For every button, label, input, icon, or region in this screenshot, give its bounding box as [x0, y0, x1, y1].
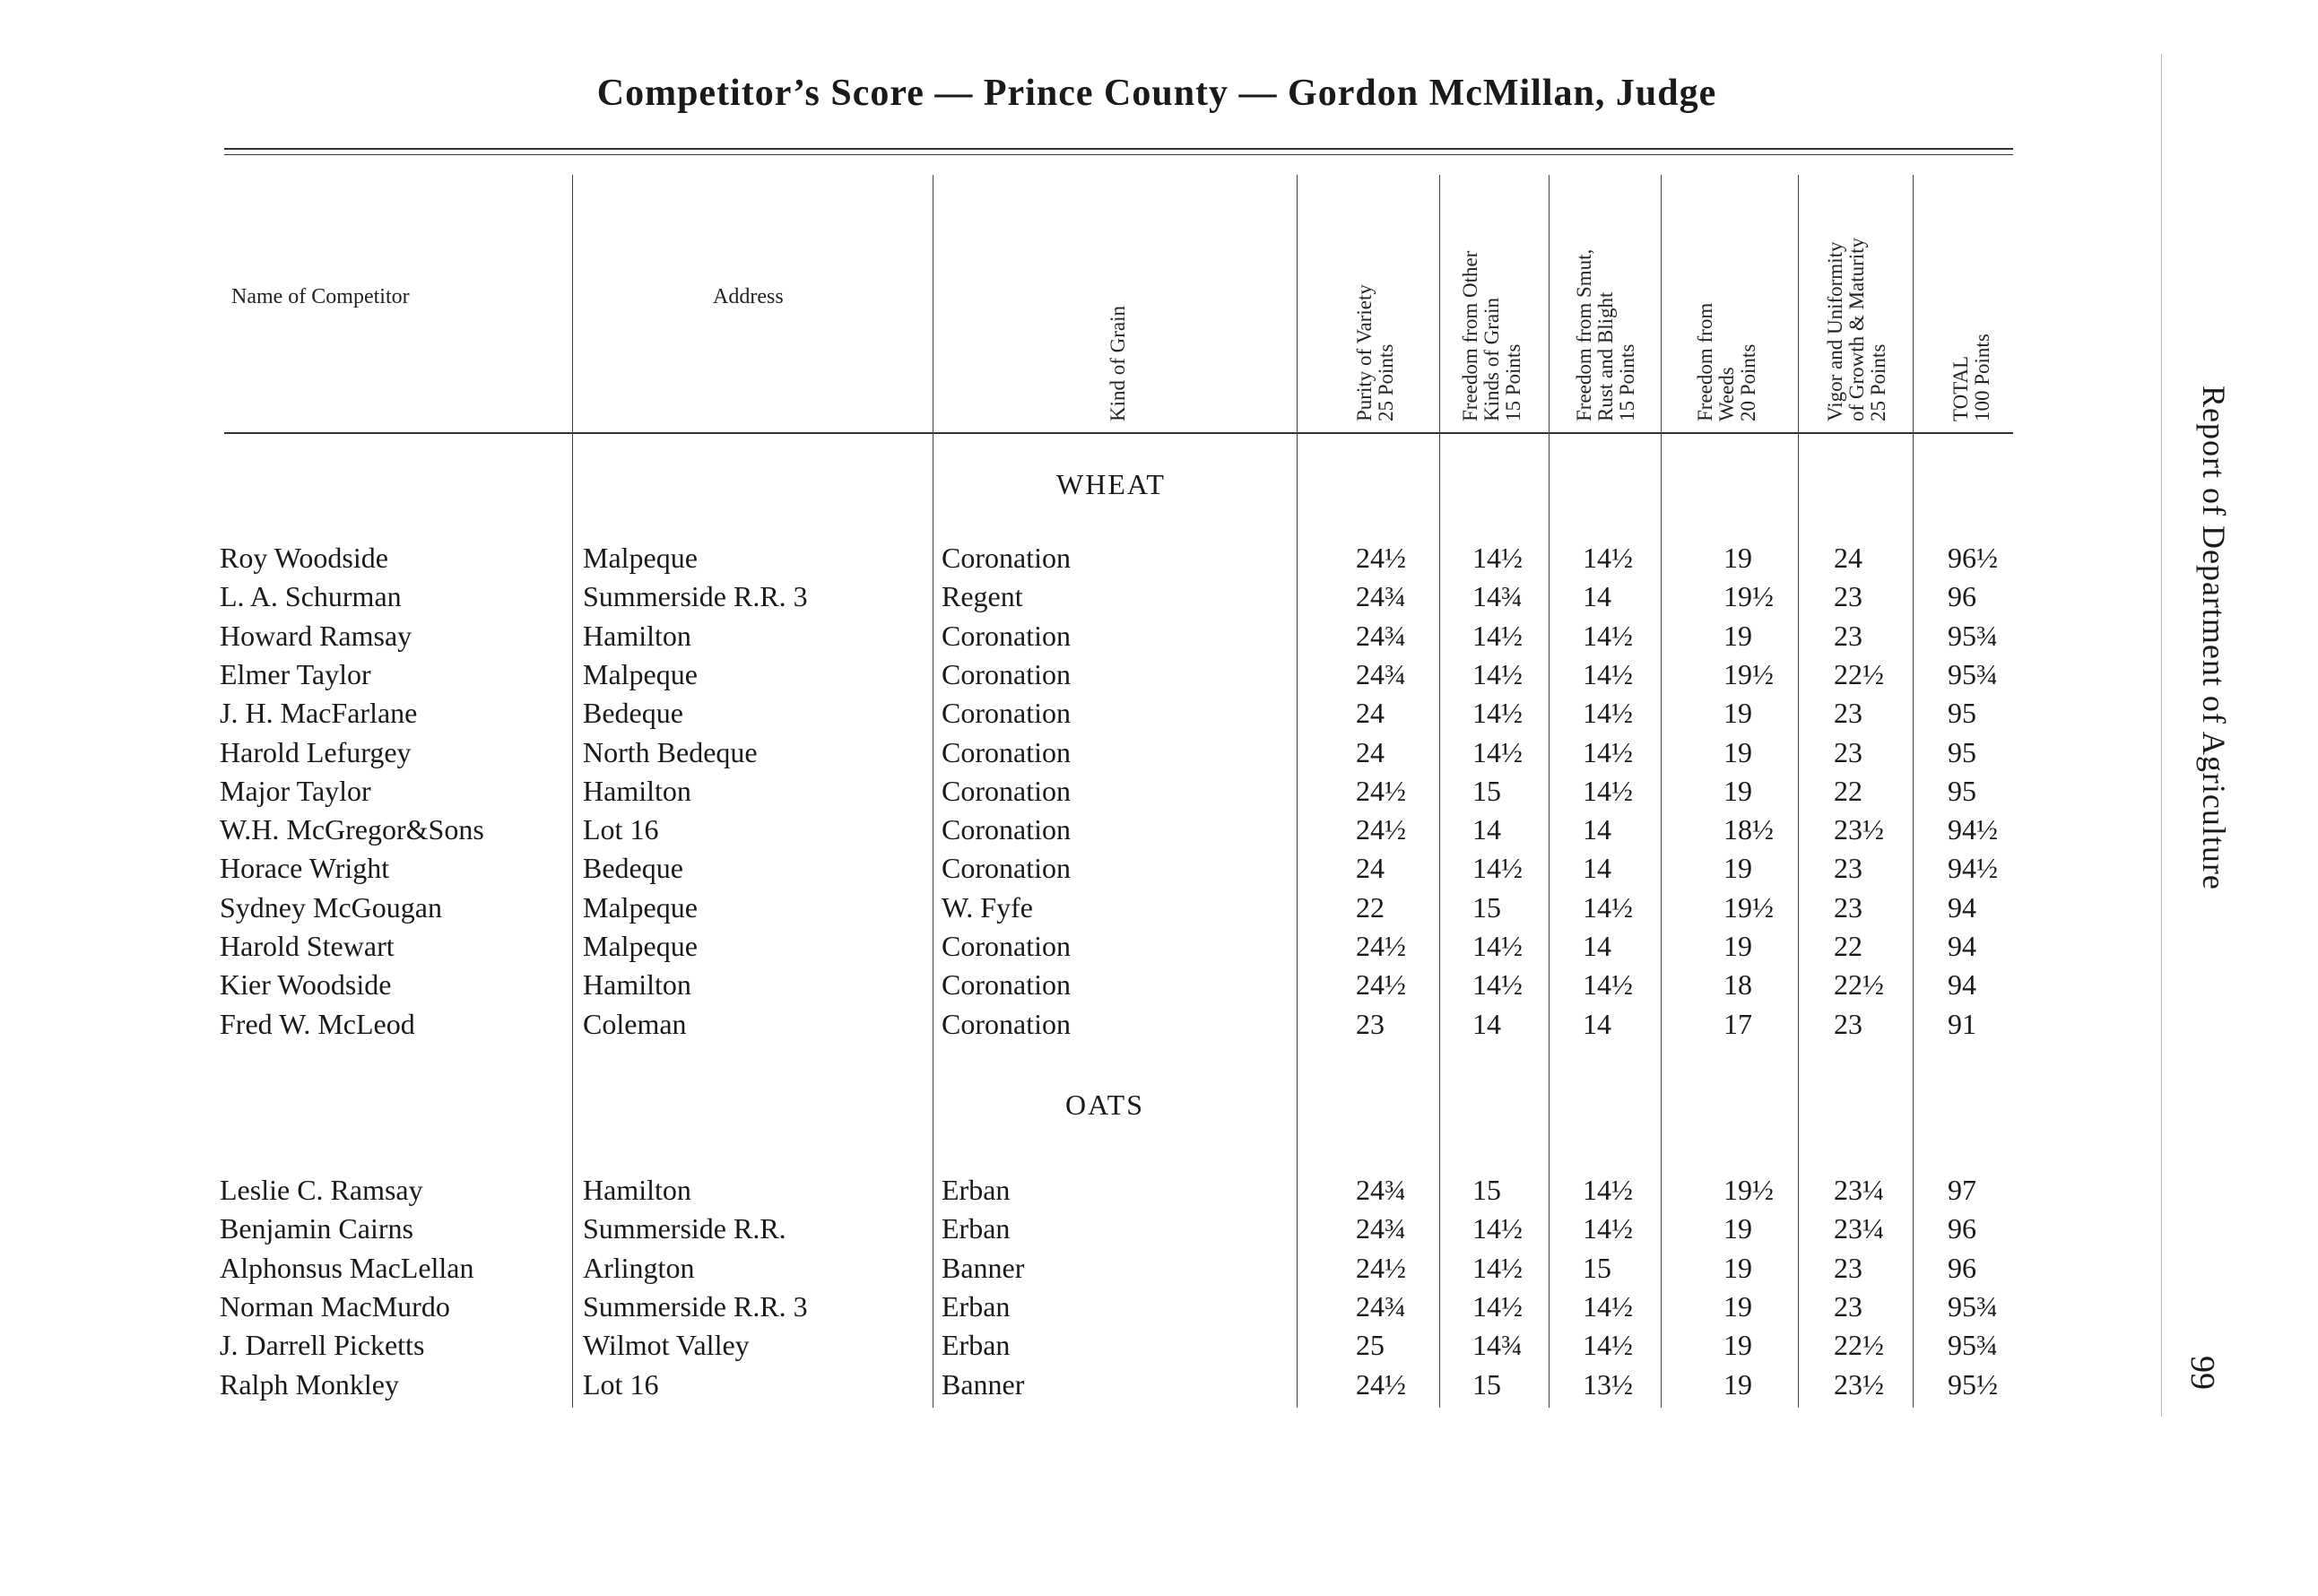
header-freedom-smut-line2: Rust and Blight: [1594, 291, 1617, 421]
header-kind-line: Kind of Grain: [1107, 305, 1129, 421]
table-row: [0, 1170, 2318, 1210]
header-freedom-weeds: [1695, 152, 1759, 421]
cell-grain: Erban: [942, 1329, 1011, 1362]
cell-total: 95¾: [1948, 619, 1998, 652]
cell-weeds: 18½: [1723, 813, 1774, 846]
header-total: [1950, 152, 1993, 421]
cell-smut: 14½: [1583, 968, 1633, 1002]
cell-smut: 14½: [1583, 1174, 1633, 1206]
cell-name: Ralph Monkley: [220, 1367, 399, 1401]
cell-grain: Erban: [942, 1174, 1011, 1206]
cell-smut: 14½: [1583, 657, 1633, 690]
table-row: [0, 1325, 2318, 1365]
table-row: [0, 1004, 2318, 1044]
cell-other: 14½: [1472, 1289, 1523, 1323]
cell-purity: 24½: [1356, 930, 1406, 962]
table-row: [0, 965, 2318, 1004]
cell-weeds: 19: [1723, 697, 1752, 730]
table-row: [0, 888, 2318, 927]
cell-address: Coleman: [583, 1007, 687, 1040]
cell-purity: 22: [1356, 890, 1385, 924]
cell-weeds: 17: [1723, 1007, 1752, 1040]
cell-total: 96: [1948, 580, 1976, 613]
cell-address: Hamilton: [583, 619, 691, 652]
cell-name: Elmer Taylor: [220, 657, 371, 690]
cell-grain: Coronation: [942, 852, 1071, 885]
cell-grain: Banner: [942, 1251, 1025, 1284]
cell-name: Roy Woodside: [220, 542, 388, 574]
cell-smut: 13½: [1583, 1367, 1633, 1401]
header-freedom-weeds-line1: Freedom from: [1694, 302, 1716, 421]
cell-total: 95: [1948, 735, 1976, 768]
header-freedom-weeds-line3: 20 Points: [1737, 343, 1759, 421]
table-row: [0, 577, 2318, 616]
cell-other: 15: [1472, 774, 1501, 807]
cell-weeds: 19: [1723, 774, 1752, 807]
cell-address: Malpeque: [583, 542, 698, 574]
cell-vigor: 23½: [1834, 813, 1884, 846]
cell-smut: 14½: [1583, 697, 1633, 730]
cell-grain: Coronation: [942, 735, 1071, 768]
cell-vigor: 23: [1834, 619, 1862, 652]
cell-other: 15: [1472, 890, 1501, 924]
cell-address: Summerside R.R.: [583, 1212, 786, 1245]
cell-smut: 14: [1583, 930, 1611, 962]
cell-total: 96: [1948, 1212, 1976, 1245]
cell-smut: 14½: [1583, 1289, 1633, 1323]
cell-grain: Regent: [942, 580, 1023, 613]
cell-grain: Coronation: [942, 542, 1071, 574]
cell-name: J. Darrell Picketts: [220, 1329, 425, 1362]
cell-smut: 14: [1583, 1007, 1611, 1040]
cell-weeds: 19: [1723, 542, 1752, 574]
cell-purity: 23: [1356, 1007, 1385, 1040]
cell-weeds: 19: [1723, 1329, 1752, 1362]
header-vigor-line3: 25 Points: [1867, 343, 1889, 421]
side-running-title: Report of Department of Agriculture: [2196, 386, 2232, 890]
cell-other: 15: [1472, 1174, 1501, 1206]
cell-purity: 24¾: [1356, 619, 1406, 652]
cell-total: 94: [1948, 890, 1976, 924]
cell-weeds: 19: [1723, 735, 1752, 768]
cell-purity: 24¾: [1356, 1174, 1406, 1206]
cell-address: Hamilton: [583, 774, 691, 807]
header-name: Name of Competitor: [231, 285, 410, 308]
cell-vigor: 22½: [1834, 1329, 1884, 1362]
cell-name: Leslie C. Ramsay: [220, 1174, 423, 1206]
cell-other: 14½: [1472, 619, 1523, 652]
cell-other: 14½: [1472, 1251, 1523, 1284]
cell-address: Hamilton: [583, 968, 691, 1002]
cell-purity: 24: [1356, 735, 1385, 768]
cell-purity: 24½: [1356, 1251, 1406, 1284]
cell-smut: 14: [1583, 580, 1611, 613]
cell-address: North Bedeque: [583, 735, 758, 768]
cell-address: Lot 16: [583, 1367, 659, 1401]
margin-rule: [2161, 54, 2162, 1417]
cell-name: Sydney McGougan: [220, 890, 442, 924]
header-purity-line1: Purity of Variety: [1353, 284, 1376, 421]
cell-weeds: 19½: [1723, 1174, 1774, 1206]
header-address: Address: [713, 285, 784, 308]
cell-other: 14: [1472, 1007, 1501, 1040]
table-row: [0, 693, 2318, 733]
cell-name: Major Taylor: [220, 774, 371, 807]
cell-smut: 14½: [1583, 735, 1633, 768]
cell-grain: Coronation: [942, 930, 1071, 962]
header-rule-top: [224, 148, 2013, 150]
cell-weeds: 19½: [1723, 890, 1774, 924]
cell-address: Arlington: [583, 1251, 695, 1284]
cell-vigor: 23: [1834, 1251, 1862, 1284]
cell-grain: Coronation: [942, 697, 1071, 730]
cell-grain: Coronation: [942, 657, 1071, 690]
cell-name: Howard Ramsay: [220, 619, 412, 652]
cell-total: 95¾: [1948, 1329, 1998, 1362]
header-freedom-weeds-line2: Weeds: [1715, 367, 1738, 421]
cell-smut: 14½: [1583, 1329, 1633, 1362]
cell-vigor: 22: [1834, 930, 1862, 962]
cell-other: 14¾: [1472, 580, 1523, 613]
table-row: [0, 616, 2318, 655]
cell-grain: Coronation: [942, 968, 1071, 1002]
cell-total: 91: [1948, 1007, 1976, 1040]
header-vigor: [1825, 152, 1889, 421]
cell-other: 14½: [1472, 735, 1523, 768]
cell-vigor: 23: [1834, 1007, 1862, 1040]
table-row: [0, 1248, 2318, 1288]
header-purity-line2: 25 Points: [1375, 343, 1397, 421]
cell-total: 95¾: [1948, 1289, 1998, 1323]
cell-vigor: 24: [1834, 542, 1862, 574]
header-freedom-smut-line1: Freedom from Smut,: [1573, 248, 1595, 421]
page-number: 99: [2183, 1356, 2221, 1390]
cell-vigor: 23: [1834, 735, 1862, 768]
cell-smut: 14½: [1583, 890, 1633, 924]
cell-address: Bedeque: [583, 852, 683, 885]
cell-other: 14¾: [1472, 1329, 1523, 1362]
cell-grain: Coronation: [942, 1007, 1071, 1040]
header-vigor-line1: Vigor and Uniformity: [1824, 241, 1846, 421]
cell-name: Fred W. McLeod: [220, 1007, 415, 1040]
table-row: [0, 771, 2318, 811]
cell-total: 94: [1948, 930, 1976, 962]
cell-address: Malpeque: [583, 657, 698, 690]
cell-purity: 24½: [1356, 542, 1406, 574]
section-label-oats: OATS: [1065, 1089, 1145, 1121]
cell-other: 14½: [1472, 657, 1523, 690]
cell-grain: Erban: [942, 1212, 1011, 1245]
cell-name: W.H. McGregor&Sons: [220, 813, 484, 846]
cell-vigor: 23¼: [1834, 1174, 1884, 1206]
cell-name: Harold Lefurgey: [220, 735, 412, 768]
table-row: [0, 538, 2318, 577]
cell-smut: 14½: [1583, 542, 1633, 574]
header-freedom-other-line2: Kinds of Grain: [1480, 298, 1503, 421]
cell-grain: W. Fyfe: [942, 890, 1033, 924]
cell-address: Malpeque: [583, 930, 698, 962]
header-freedom-smut-line3: 15 Points: [1616, 343, 1638, 421]
cell-purity: 24¾: [1356, 1289, 1406, 1323]
cell-name: Alphonsus MacLellan: [220, 1251, 474, 1284]
section-label-wheat: WHEAT: [1056, 468, 1166, 500]
cell-address: Wilmot Valley: [583, 1329, 750, 1362]
header-freedom-other-line1: Freedom from Other: [1459, 250, 1481, 421]
cell-purity: 24¾: [1356, 657, 1406, 690]
cell-purity: 24¾: [1356, 1212, 1406, 1245]
cell-other: 14: [1472, 813, 1501, 846]
table-row: [0, 655, 2318, 694]
cell-grain: Coronation: [942, 774, 1071, 807]
cell-grain: Banner: [942, 1367, 1025, 1401]
cell-total: 95: [1948, 697, 1976, 730]
cell-smut: 14½: [1583, 619, 1633, 652]
cell-name: J. H. MacFarlane: [220, 697, 418, 730]
cell-address: Summerside R.R. 3: [583, 580, 808, 613]
cell-total: 94: [1948, 968, 1976, 1002]
cell-purity: 24¾: [1356, 580, 1406, 613]
header-total-line2: 100 Points: [1971, 334, 1993, 421]
cell-weeds: 19: [1723, 852, 1752, 885]
cell-name: Harold Stewart: [220, 930, 395, 962]
cell-address: Bedeque: [583, 697, 683, 730]
cell-vigor: 23: [1834, 852, 1862, 885]
cell-smut: 14: [1583, 852, 1611, 885]
header-freedom-smut: [1574, 152, 1638, 421]
cell-weeds: 19½: [1723, 657, 1774, 690]
cell-name: Benjamin Cairns: [220, 1212, 413, 1245]
cell-other: 14½: [1472, 968, 1523, 1002]
header-vigor-line2: of Growth & Maturity: [1845, 237, 1868, 421]
table-row: [0, 810, 2318, 849]
cell-purity: 24½: [1356, 813, 1406, 846]
cell-vigor: 23½: [1834, 1367, 1884, 1401]
cell-total: 95½: [1948, 1367, 1998, 1401]
header-rule-bottom: [224, 432, 2013, 434]
cell-vigor: 23¼: [1834, 1212, 1884, 1245]
cell-address: Lot 16: [583, 813, 659, 846]
cell-purity: 24½: [1356, 1367, 1406, 1401]
cell-vigor: 22½: [1834, 968, 1884, 1002]
cell-weeds: 19½: [1723, 580, 1774, 613]
cell-grain: Erban: [942, 1289, 1011, 1323]
header-purity: [1354, 152, 1397, 421]
cell-weeds: 19: [1723, 619, 1752, 652]
cell-other: 14½: [1472, 697, 1523, 730]
cell-weeds: 19: [1723, 1289, 1752, 1323]
cell-total: 95¾: [1948, 657, 1998, 690]
cell-vigor: 23: [1834, 1289, 1862, 1323]
table-row: [0, 1365, 2318, 1404]
cell-smut: 15: [1583, 1251, 1611, 1284]
cell-weeds: 19: [1723, 1212, 1752, 1245]
cell-smut: 14½: [1583, 1212, 1633, 1245]
cell-purity: 24: [1356, 697, 1385, 730]
cell-grain: Coronation: [942, 813, 1071, 846]
cell-address: Summerside R.R. 3: [583, 1289, 808, 1323]
header-kind: [1107, 152, 1129, 421]
table-row: [0, 1287, 2318, 1326]
cell-smut: 14: [1583, 813, 1611, 846]
cell-smut: 14½: [1583, 774, 1633, 807]
cell-vigor: 23: [1834, 580, 1862, 613]
cell-total: 95: [1948, 774, 1976, 807]
cell-purity: 24: [1356, 852, 1385, 885]
cell-grain: Coronation: [942, 619, 1071, 652]
cell-name: Norman MacMurdo: [220, 1289, 450, 1323]
header-freedom-other: [1460, 152, 1524, 421]
cell-address: Malpeque: [583, 890, 698, 924]
cell-purity: 25: [1356, 1329, 1385, 1362]
cell-purity: 24½: [1356, 968, 1406, 1002]
page-title: Competitor’s Score — Prince County — Gordon McMillan, Judge: [596, 73, 1717, 114]
cell-name: Kier Woodside: [220, 968, 392, 1002]
cell-vigor: 22½: [1834, 657, 1884, 690]
header-total-line1: TOTAL: [1949, 355, 1972, 421]
cell-other: 14½: [1472, 542, 1523, 574]
cell-other: 14½: [1472, 930, 1523, 962]
cell-other: 14½: [1472, 1212, 1523, 1245]
cell-total: 94½: [1948, 852, 1998, 885]
cell-address: Hamilton: [583, 1174, 691, 1206]
cell-other: 15: [1472, 1367, 1501, 1401]
cell-total: 97: [1948, 1174, 1976, 1206]
cell-vigor: 23: [1834, 697, 1862, 730]
cell-vigor: 22: [1834, 774, 1862, 807]
cell-other: 14½: [1472, 852, 1523, 885]
table-row: [0, 848, 2318, 888]
cell-name: L. A. Schurman: [220, 580, 402, 613]
cell-total: 96: [1948, 1251, 1976, 1284]
table-row: [0, 926, 2318, 966]
cell-weeds: 19: [1723, 1367, 1752, 1401]
cell-weeds: 19: [1723, 930, 1752, 962]
cell-weeds: 18: [1723, 968, 1752, 1002]
cell-name: Horace Wright: [220, 852, 390, 885]
cell-total: 96½: [1948, 542, 1998, 574]
cell-purity: 24½: [1356, 774, 1406, 807]
table-row: [0, 1209, 2318, 1248]
cell-total: 94½: [1948, 813, 1998, 846]
table-row: [0, 733, 2318, 772]
cell-weeds: 19: [1723, 1251, 1752, 1284]
header-freedom-other-line3: 15 Points: [1502, 343, 1524, 421]
cell-vigor: 23: [1834, 890, 1862, 924]
